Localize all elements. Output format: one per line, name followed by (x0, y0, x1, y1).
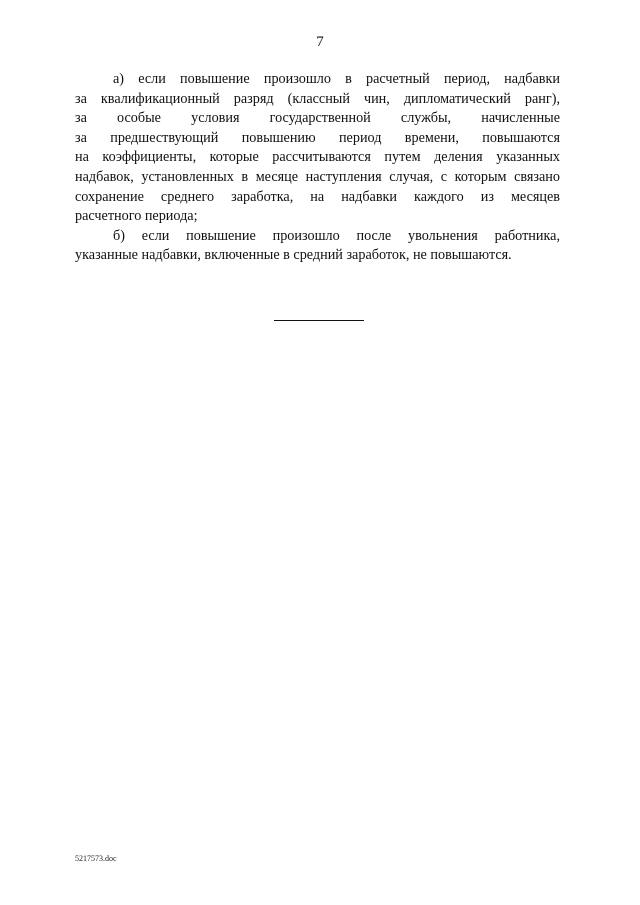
text-line: надбавок, установленных в месяце наступления случая, с которым связано (75, 168, 560, 185)
footer-filename: 5217573.doc (75, 854, 117, 863)
text-line: на коэффициенты, которые рассчитываются путем деления указанных (75, 149, 560, 166)
text-line: б) если повышение произошло после увольнения работника, (113, 227, 560, 244)
document-body (75, 70, 560, 266)
text-line: указанные надбавки, включенные в средний заработок, не повышаются. (75, 247, 512, 264)
text-line: за предшествующий повышению период времени, повышаются (75, 129, 560, 146)
paragraph-a (75, 70, 560, 227)
separator-line (274, 320, 364, 321)
text-line: за квалификационный разряд (классный чин, дипломатический ранг), (75, 90, 560, 107)
text-line: расчетного периода; (75, 208, 198, 225)
text-line: сохранение среднего заработка, на надбавки каждого из месяцев (75, 188, 560, 205)
text-line: а) если повышение произошло в расчетный период, надбавки (113, 71, 560, 87)
paragraph-b (75, 227, 560, 266)
page-number: 7 (316, 34, 324, 50)
text-line: за особые условия государственной службы, начисленные (75, 110, 560, 127)
